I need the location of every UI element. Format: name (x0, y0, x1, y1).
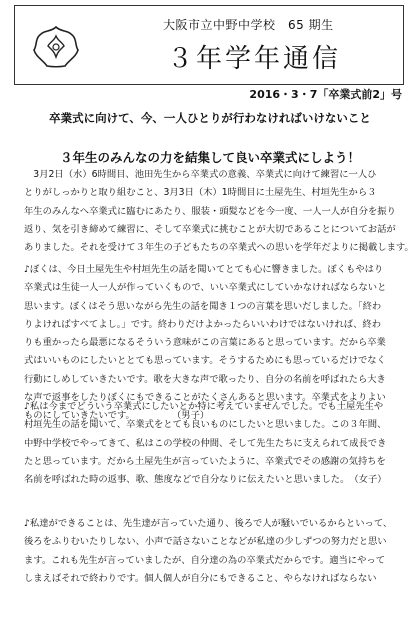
headline-sub: ３年生のみんなの力を結集して良い卒業式にしよう！ (59, 150, 360, 165)
issue-label: 2016・3・7「卒業式前2」号 (249, 88, 402, 101)
paragraph-line: 式はいいものにしたいととても思っています。そうするためにも思っているだけでなく (24, 355, 386, 367)
paragraph-line: 返り、気を引き締めて練習に、そして卒業式に挑むことが大切であることについてお話が (24, 223, 396, 235)
paragraph-line: 行動にしめしていきたいです。歌を大きな声で歌ったり、自分の名前を呼ばれたら大き (24, 373, 386, 385)
paragraph-line: りも重かったら最悪になるそういう意味がこの言葉にあると思っています。だから卒業 (24, 337, 386, 349)
headline-main: 卒業式に向けて、今、一人ひとりが行わなければいけないこと (49, 111, 371, 125)
intro-paragraph (24, 166, 414, 257)
paragraph-line: 中野中学校でやってきて、私はこの学校の仲間、そして先生たちに支えられて成長でき (24, 437, 387, 449)
paragraph-line: ♪私は今までどういう卒業式にしたいとか特に考えていませんでした。でも土屋先生や (24, 401, 384, 412)
paragraph-line: 村垣先生の話を聞いて、卒業式をとても良いものにしたいと思いました。この３年間、 (24, 419, 387, 431)
newsletter-title: ３年学年通信 (167, 44, 342, 74)
paragraph-line: 卒業式は生徒一人一人が作っていくもので、いい卒業式にしていかなければならないと (24, 282, 387, 294)
paragraph-line: 思います。ぼくはそう思いながら先生の話を聞き１つの言葉を思いだしました。「終わ (24, 300, 382, 312)
student-comment-female (24, 398, 398, 489)
school-name: 大阪市立中野中学校 65 期生 (163, 18, 334, 32)
paragraph-line: 後ろをふりむいたりしない、小声で話さないことなどが私達の少しずつの努力だと思い (24, 536, 387, 548)
paragraph-line: 名前を呼ばれた時の返事、歌、態度などで自分なりに伝えたいと思いました。 （女子） (24, 474, 387, 486)
paragraph-line: りよければすべてよし。」です。終わりだけよかったらいいわけではないければ、終わ (24, 318, 381, 330)
paragraph-line: な声で返事をしたりぼくにもできることがたくさんあると思います。卒業式をよりよい (24, 392, 386, 404)
paragraph-line: しまえばそれで終わりです。個人個人が自分にもできること、やらなければならない (24, 572, 377, 584)
paragraph-line: とりがしっかりと取り組むこと、3月3日（木）1時間目に土屋先生、村垣先生から３ (24, 187, 377, 199)
header-box (14, 5, 404, 85)
paragraph-line: 3月2日（水）6時間目、池田先生から卒業式の意義、卒業式に向けて練習に一人ひ (24, 169, 377, 180)
school-emblem-icon (31, 24, 81, 70)
paragraph-line: 年生のみんなへ卒業式に臨むにあたり、服装・頭髪などを今一度、一人一人が自分を振り (24, 205, 396, 217)
paragraph-line: ものにしていきたいです。 （男子） (24, 410, 210, 422)
paragraph-line: たと思っています。だから土屋先生が言っていたように、卒業式でその感謝の気持ちを (24, 455, 386, 467)
paragraph-line: ありました。それを受けて３年生の子どもたちの卒業式への思いを学年だよりに掲載します。 (24, 242, 414, 254)
paragraph-line: ♪ぼくは、今日土屋先生や村垣先生の話を聞いてとても心に響きました。ぼくもやはり (24, 264, 384, 275)
paragraph-line: ♪私達ができることは、先生達が言っていた通り、後ろで人が騒いでいるからといって、 (24, 518, 393, 529)
student-comment-3 (24, 515, 398, 588)
paragraph-line: ます。これも先生が言っていましたが、自分達の為の卒業式だからです。適当にやって (24, 554, 385, 566)
